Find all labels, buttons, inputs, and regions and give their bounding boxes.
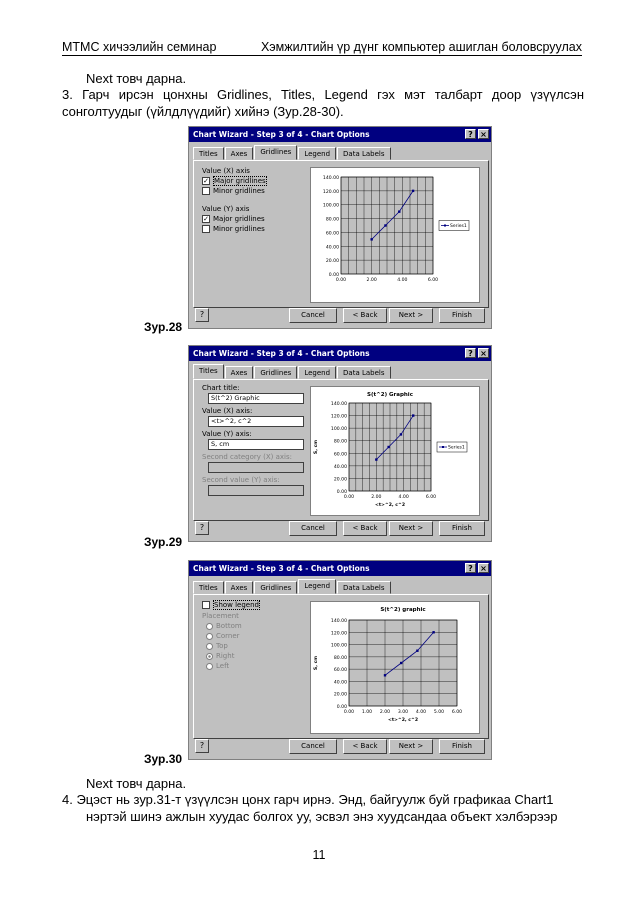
data-point xyxy=(400,662,402,664)
x-tick-label: 6.00 xyxy=(425,495,437,500)
x-tick-label: 5.00 xyxy=(433,710,445,715)
finish-button[interactable]: Finish xyxy=(439,308,485,323)
y-axis-title-input[interactable]: S, cm xyxy=(208,439,304,450)
paragraph-step4-line1: 4. Эцэст нь зур.31-т үзүүлсэн цонх гарч ирнэ. Энд, байгуулж буй графикаа Chart1 xyxy=(62,792,554,807)
help-icon[interactable]: ? xyxy=(195,739,209,753)
y-tick-label: 60.00 xyxy=(325,231,339,237)
x-tick-label: 4.00 xyxy=(398,495,409,500)
x-axis-group: Value (X) axis ✓ Major gridlines Minor gridlines xyxy=(202,167,266,195)
tab-gridlines[interactable]: Gridlines xyxy=(254,366,297,379)
data-point xyxy=(398,210,400,212)
help-button[interactable]: ? xyxy=(465,129,476,139)
data-point xyxy=(384,674,386,676)
chart-preview xyxy=(310,167,480,303)
y-tick-label: 100.00 xyxy=(330,643,347,649)
data-point xyxy=(370,238,372,240)
y-tick-label: 20.00 xyxy=(333,692,347,698)
help-button[interactable]: ? xyxy=(465,348,476,358)
x-tick-label: 2.00 xyxy=(371,495,382,500)
x-axis-title-input[interactable]: <t>^2, c^2 xyxy=(208,416,304,427)
tab-gridlines[interactable]: Gridlines xyxy=(254,581,297,594)
legend-marker xyxy=(442,446,444,448)
back-button[interactable]: < Back xyxy=(343,308,387,323)
y-minor-checkbox[interactable] xyxy=(202,225,210,233)
tab-axes[interactable]: Axes xyxy=(225,581,254,594)
data-point xyxy=(400,433,402,435)
x-axis-title: <t>^2, c^2 xyxy=(374,503,406,508)
tab-strip xyxy=(193,147,392,160)
chart-wizard-dialog-gridlines xyxy=(188,126,492,329)
close-button[interactable]: × xyxy=(478,129,489,139)
x-axis-title: <t>^2, c^2 xyxy=(387,718,419,723)
finish-button[interactable]: Finish xyxy=(439,739,485,754)
data-point xyxy=(387,446,389,448)
y-axis-group: Value (Y) axis ✓ Major gridlines Minor gridlines xyxy=(202,205,265,233)
cancel-button[interactable]: Cancel xyxy=(289,521,337,536)
legend-label: Series1 xyxy=(448,445,465,451)
data-point xyxy=(432,631,434,633)
caption-fig29: Зур.29 xyxy=(144,535,183,549)
titles-form: Chart title: S(t^2) Graphic Value (X) axis: <t>^2, c^2 Value (Y) axis: S, cm Second category (X) axis: Second value (Y) axis: xyxy=(202,384,304,499)
tab-legend[interactable]: Legend xyxy=(298,147,336,160)
tab-titles[interactable]: Titles xyxy=(193,581,224,594)
y-tick-label: 0.00 xyxy=(328,273,339,278)
chart-preview-svg-28 xyxy=(311,168,479,302)
y-tick-label: 140.00 xyxy=(322,176,339,181)
y-tick-label: 20.00 xyxy=(333,477,347,483)
header-right: Хэмжилтийн үр дүнг компьютер ашиглан боловсруулах xyxy=(260,40,582,54)
help-button[interactable]: ? xyxy=(465,563,476,573)
chart-title: S(t^2) Graphic xyxy=(367,392,413,398)
chart-preview xyxy=(310,601,480,734)
tab-panel xyxy=(193,594,489,739)
show-legend-checkbox[interactable] xyxy=(202,601,210,609)
data-point xyxy=(375,458,377,460)
radio-top[interactable] xyxy=(206,643,213,650)
y-tick-label: 80.00 xyxy=(325,217,339,223)
y-axis-title: S, cm xyxy=(314,439,319,455)
tab-axes[interactable]: Axes xyxy=(225,366,254,379)
data-point xyxy=(412,414,414,416)
cancel-button[interactable]: Cancel xyxy=(289,308,337,323)
tab-panel xyxy=(193,379,489,521)
tab-data-labels[interactable]: Data Labels xyxy=(337,581,390,594)
y-tick-label: 140.00 xyxy=(330,402,347,407)
radio-right[interactable] xyxy=(206,653,213,660)
y-tick-label: 0.00 xyxy=(336,490,347,495)
y-tick-label: 40.00 xyxy=(333,464,347,470)
next-button[interactable]: Next > xyxy=(389,521,433,536)
chart-wizard-dialog-titles xyxy=(188,345,492,542)
header-left: МТМС хичээлийн семинар xyxy=(62,40,217,54)
y-major-checkbox[interactable]: ✓ xyxy=(203,215,209,223)
second-x-input xyxy=(208,462,304,473)
y-tick-label: 80.00 xyxy=(333,655,347,661)
legend-options: Show legend Placement Bottom Corner Top Right Left xyxy=(202,601,259,670)
tab-gridlines[interactable]: Gridlines xyxy=(254,145,297,160)
tab-strip xyxy=(193,581,392,594)
x-tick-label: 1.00 xyxy=(361,710,373,715)
title-bar: Chart Wizard - Step 3 of 4 - Chart Options ? × xyxy=(189,561,491,576)
tab-titles[interactable]: Titles xyxy=(193,364,224,379)
button-row xyxy=(189,308,491,324)
y-tick-label: 0.00 xyxy=(336,705,347,710)
tab-panel xyxy=(193,160,489,308)
button-row xyxy=(189,521,491,537)
radio-corner[interactable] xyxy=(206,633,213,640)
paragraph-next-2: Next товч дарна. xyxy=(86,776,187,791)
x-tick-label: 6.00 xyxy=(427,278,439,283)
data-point xyxy=(384,224,386,226)
paragraph-next-1: Next товч дарна. xyxy=(86,71,187,86)
chart-preview-svg-29 xyxy=(311,387,479,515)
chart-preview xyxy=(310,386,480,516)
y-axis-title: S, cm xyxy=(314,655,319,671)
tab-axes[interactable]: Axes xyxy=(225,147,254,160)
x-tick-label: 6.00 xyxy=(451,710,463,715)
tab-strip xyxy=(193,366,392,379)
back-button[interactable]: < Back xyxy=(343,739,387,754)
chart-title: S(t^2) graphic xyxy=(380,607,426,613)
legend-marker xyxy=(444,225,446,227)
title-bar: Chart Wizard - Step 3 of 4 - Chart Options ? × xyxy=(189,127,491,142)
paragraph-step4-line2: нэртэй шинэ ажлын хуудас болгох уу, эсвэл энэ хуудсандаа объект хэлбэрээр xyxy=(86,809,558,824)
caption-fig30: Зур.30 xyxy=(144,752,183,766)
y-tick-label: 100.00 xyxy=(330,427,347,433)
caption-fig28: Зур.28 xyxy=(144,320,183,334)
button-row xyxy=(189,739,491,755)
finish-button[interactable]: Finish xyxy=(439,521,485,536)
chart-preview-svg-30 xyxy=(311,602,479,733)
tab-legend[interactable]: Legend xyxy=(298,579,336,594)
help-icon[interactable]: ? xyxy=(195,521,209,535)
legend-label: Series1 xyxy=(450,224,467,230)
data-point xyxy=(412,190,414,192)
y-tick-label: 100.00 xyxy=(322,203,339,209)
tab-data-labels[interactable]: Data Labels xyxy=(337,147,390,160)
x-tick-label: 2.00 xyxy=(366,278,377,283)
tab-legend[interactable]: Legend xyxy=(298,366,336,379)
tab-titles[interactable]: Titles xyxy=(193,147,224,160)
x-minor-checkbox[interactable] xyxy=(202,187,210,195)
data-point xyxy=(416,650,418,652)
back-button[interactable]: < Back xyxy=(343,521,387,536)
chart-title-input[interactable]: S(t^2) Graphic xyxy=(208,393,304,404)
y-tick-label: 40.00 xyxy=(325,245,339,251)
paragraph-step3: 3. Гарч ирсэн цонхны Gridlines, Titles, Legend гэх мэт талбарт доор үзүүлсэн сонголтуудыг (үйлдлүүдийг) хийнэ (Зур.28-30). xyxy=(62,87,584,119)
y-tick-label: 120.00 xyxy=(330,414,347,420)
y-tick-label: 40.00 xyxy=(333,680,347,686)
x-tick-label: 3.00 xyxy=(397,710,409,715)
help-icon[interactable]: ? xyxy=(195,308,209,322)
y-tick-label: 60.00 xyxy=(333,668,347,674)
x-tick-label: 0.00 xyxy=(343,495,355,500)
x-tick-label: 0.00 xyxy=(343,710,355,715)
y-tick-label: 80.00 xyxy=(333,439,347,445)
title-bar: Chart Wizard - Step 3 of 4 - Chart Options ? × xyxy=(189,346,491,361)
x-tick-label: 2.00 xyxy=(379,710,391,715)
second-y-input xyxy=(208,485,304,496)
next-button[interactable]: Next > xyxy=(389,308,433,323)
y-tick-label: 120.00 xyxy=(330,631,347,637)
close-button[interactable]: × xyxy=(478,348,489,358)
y-tick-label: 120.00 xyxy=(322,189,339,195)
page-number: 11 xyxy=(312,848,326,862)
page-header xyxy=(62,40,582,56)
y-tick-label: 140.00 xyxy=(330,619,347,624)
x-tick-label: 4.00 xyxy=(415,710,427,715)
x-major-checkbox[interactable]: ✓ xyxy=(203,177,209,185)
cancel-button[interactable]: Cancel xyxy=(289,739,337,754)
close-button[interactable]: × xyxy=(478,563,489,573)
y-tick-label: 60.00 xyxy=(333,452,347,458)
chart-wizard-dialog-legend xyxy=(188,560,492,760)
next-button[interactable]: Next > xyxy=(389,739,433,754)
y-tick-label: 20.00 xyxy=(325,259,339,265)
tab-data-labels[interactable]: Data Labels xyxy=(337,366,390,379)
radio-left[interactable] xyxy=(206,663,213,670)
radio-bottom[interactable] xyxy=(206,623,213,630)
x-tick-label: 4.00 xyxy=(397,278,408,283)
x-tick-label: 0.00 xyxy=(335,278,347,283)
